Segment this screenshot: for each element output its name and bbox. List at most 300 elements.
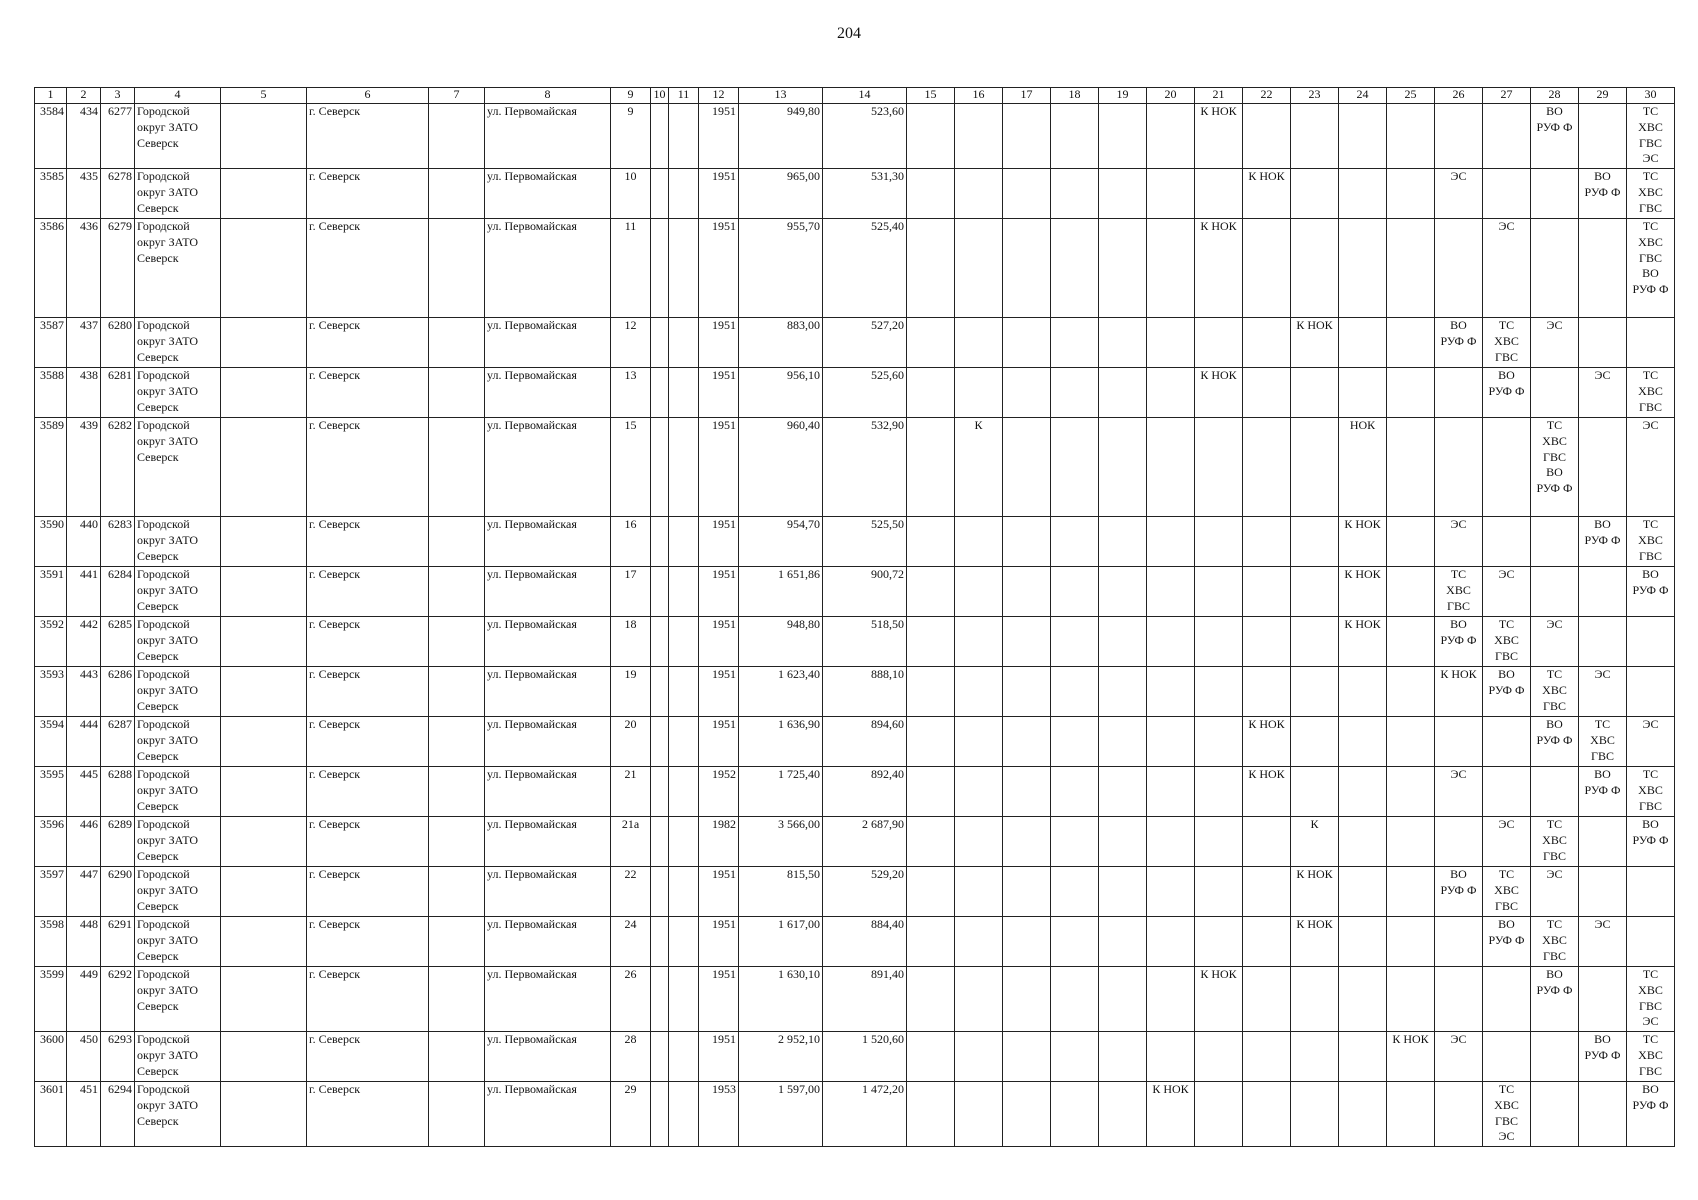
cell-col-20	[1147, 104, 1195, 169]
cell-col-21	[1195, 418, 1243, 517]
cell-col-29	[1579, 219, 1627, 318]
cell-col-9: 21а	[611, 817, 651, 867]
cell-col-4: Городской округ ЗАТО Северск	[135, 517, 221, 567]
table-row	[35, 767, 1675, 817]
cell-col-22	[1243, 617, 1291, 667]
cell-col-29: ВО РУФ Ф	[1579, 169, 1627, 219]
cell-col-13: 1 630,10	[739, 967, 823, 1032]
cell-col-25	[1387, 667, 1435, 717]
cell-col-25	[1387, 567, 1435, 617]
cell-col-29: ВО РУФ Ф	[1579, 517, 1627, 567]
cell-col-27: ВО РУФ Ф	[1483, 667, 1531, 717]
cell-col-7	[429, 104, 485, 169]
cell-col-11	[669, 867, 699, 917]
cell-col-9: 26	[611, 967, 651, 1032]
cell-col-3: 6292	[101, 967, 135, 1032]
cell-col-19	[1099, 104, 1147, 169]
cell-col-1: 3592	[35, 617, 67, 667]
cell-col-17	[1003, 767, 1051, 817]
cell-col-13: 1 725,40	[739, 767, 823, 817]
cell-col-23	[1291, 418, 1339, 517]
col-header-4: 4	[135, 88, 221, 104]
cell-col-1: 3596	[35, 817, 67, 867]
cell-col-18	[1051, 617, 1099, 667]
table-row	[35, 1032, 1675, 1082]
cell-col-2: 451	[67, 1082, 101, 1147]
cell-col-16	[955, 1082, 1003, 1147]
cell-col-11	[669, 104, 699, 169]
cell-col-2: 441	[67, 567, 101, 617]
cell-col-28: ТС ХВС ГВС	[1531, 667, 1579, 717]
cell-col-29: ЭС	[1579, 667, 1627, 717]
cell-col-28: ЭС	[1531, 617, 1579, 667]
cell-col-14: 531,30	[823, 169, 907, 219]
cell-col-15	[907, 867, 955, 917]
cell-col-12: 1951	[699, 169, 739, 219]
cell-col-6: г. Северск	[307, 219, 429, 318]
col-header-28: 28	[1531, 88, 1579, 104]
cell-col-5	[221, 967, 307, 1032]
cell-col-16: К	[955, 418, 1003, 517]
cell-col-6: г. Северск	[307, 767, 429, 817]
cell-col-28	[1531, 517, 1579, 567]
cell-col-19	[1099, 917, 1147, 967]
cell-col-17	[1003, 368, 1051, 418]
cell-col-4: Городской округ ЗАТО Северск	[135, 1082, 221, 1147]
cell-col-30: ЭС	[1627, 418, 1675, 517]
cell-col-20	[1147, 318, 1195, 368]
cell-col-6: г. Северск	[307, 418, 429, 517]
cell-col-2: 450	[67, 1032, 101, 1082]
cell-col-9: 17	[611, 567, 651, 617]
col-header-8: 8	[485, 88, 611, 104]
cell-col-22: К НОК	[1243, 767, 1291, 817]
cell-col-13: 2 952,10	[739, 1032, 823, 1082]
cell-col-15	[907, 967, 955, 1032]
cell-col-2: 445	[67, 767, 101, 817]
table-row	[35, 967, 1675, 1032]
cell-col-23: К НОК	[1291, 867, 1339, 917]
cell-col-5	[221, 817, 307, 867]
cell-col-7	[429, 1082, 485, 1147]
cell-col-14: 529,20	[823, 867, 907, 917]
cell-col-24: К НОК	[1339, 517, 1387, 567]
cell-col-12: 1951	[699, 717, 739, 767]
cell-col-21	[1195, 867, 1243, 917]
cell-col-2: 443	[67, 667, 101, 717]
cell-col-17	[1003, 169, 1051, 219]
col-header-19: 19	[1099, 88, 1147, 104]
cell-col-30: ВО РУФ Ф	[1627, 817, 1675, 867]
cell-col-18	[1051, 104, 1099, 169]
cell-col-11	[669, 917, 699, 967]
cell-col-30: ТС ХВС ГВС	[1627, 517, 1675, 567]
table-row	[35, 567, 1675, 617]
cell-col-1: 3588	[35, 368, 67, 418]
cell-col-18	[1051, 1082, 1099, 1147]
cell-col-27: ТС ХВС ГВС ЭС	[1483, 1082, 1531, 1147]
cell-col-24	[1339, 917, 1387, 967]
cell-col-8: ул. Первомайская	[485, 219, 611, 318]
table-row	[35, 219, 1675, 318]
cell-col-26: ВО РУФ Ф	[1435, 318, 1483, 368]
cell-col-5	[221, 617, 307, 667]
cell-col-24: К НОК	[1339, 567, 1387, 617]
cell-col-1: 3601	[35, 1082, 67, 1147]
cell-col-28	[1531, 767, 1579, 817]
col-header-24: 24	[1339, 88, 1387, 104]
cell-col-21	[1195, 917, 1243, 967]
col-header-22: 22	[1243, 88, 1291, 104]
cell-col-23	[1291, 368, 1339, 418]
cell-col-6: г. Северск	[307, 517, 429, 567]
cell-col-25	[1387, 967, 1435, 1032]
cell-col-18	[1051, 817, 1099, 867]
cell-col-25	[1387, 169, 1435, 219]
cell-col-15	[907, 219, 955, 318]
cell-col-3: 6279	[101, 219, 135, 318]
cell-col-6: г. Северск	[307, 867, 429, 917]
cell-col-19	[1099, 867, 1147, 917]
cell-col-18	[1051, 368, 1099, 418]
cell-col-18	[1051, 219, 1099, 318]
cell-col-30: ЭС	[1627, 717, 1675, 767]
cell-col-23	[1291, 169, 1339, 219]
col-header-14: 14	[823, 88, 907, 104]
cell-col-10	[651, 667, 669, 717]
cell-col-14: 518,50	[823, 617, 907, 667]
cell-col-9: 13	[611, 368, 651, 418]
cell-col-16	[955, 967, 1003, 1032]
cell-col-7	[429, 567, 485, 617]
cell-col-13: 965,00	[739, 169, 823, 219]
cell-col-10	[651, 219, 669, 318]
cell-col-11	[669, 767, 699, 817]
cell-col-10	[651, 1082, 669, 1147]
cell-col-6: г. Северск	[307, 917, 429, 967]
cell-col-3: 6282	[101, 418, 135, 517]
cell-col-18	[1051, 318, 1099, 368]
cell-col-25: К НОК	[1387, 1032, 1435, 1082]
cell-col-23: К НОК	[1291, 917, 1339, 967]
cell-col-12: 1951	[699, 318, 739, 368]
cell-col-4: Городской округ ЗАТО Северск	[135, 219, 221, 318]
cell-col-14: 532,90	[823, 418, 907, 517]
cell-col-11	[669, 1082, 699, 1147]
cell-col-12: 1953	[699, 1082, 739, 1147]
cell-col-14: 525,60	[823, 368, 907, 418]
cell-col-12: 1951	[699, 1032, 739, 1082]
cell-col-16	[955, 318, 1003, 368]
cell-col-30	[1627, 867, 1675, 917]
col-header-11: 11	[669, 88, 699, 104]
cell-col-5	[221, 917, 307, 967]
cell-col-12: 1951	[699, 104, 739, 169]
cell-col-13: 3 566,00	[739, 817, 823, 867]
cell-col-1: 3598	[35, 917, 67, 967]
cell-col-26: ЭС	[1435, 1032, 1483, 1082]
cell-col-18	[1051, 667, 1099, 717]
cell-col-1: 3589	[35, 418, 67, 517]
cell-col-22	[1243, 917, 1291, 967]
cell-col-14: 2 687,90	[823, 817, 907, 867]
cell-col-5	[221, 169, 307, 219]
cell-col-27	[1483, 517, 1531, 567]
cell-col-8: ул. Первомайская	[485, 617, 611, 667]
cell-col-17	[1003, 517, 1051, 567]
cell-col-14: 523,60	[823, 104, 907, 169]
cell-col-20	[1147, 667, 1195, 717]
cell-col-19	[1099, 967, 1147, 1032]
cell-col-11	[669, 418, 699, 517]
cell-col-30: ТС ХВС ГВС ВО РУФ Ф	[1627, 219, 1675, 318]
cell-col-16	[955, 717, 1003, 767]
cell-col-9: 10	[611, 169, 651, 219]
cell-col-9: 15	[611, 418, 651, 517]
cell-col-5	[221, 318, 307, 368]
cell-col-3: 6289	[101, 817, 135, 867]
cell-col-30: ТС ХВС ГВС ЭС	[1627, 104, 1675, 169]
cell-col-3: 6280	[101, 318, 135, 368]
cell-col-17	[1003, 967, 1051, 1032]
cell-col-27: ЭС	[1483, 219, 1531, 318]
cell-col-7	[429, 617, 485, 667]
cell-col-19	[1099, 368, 1147, 418]
cell-col-26	[1435, 967, 1483, 1032]
cell-col-26: ЭС	[1435, 767, 1483, 817]
cell-col-28	[1531, 1082, 1579, 1147]
cell-col-26	[1435, 917, 1483, 967]
cell-col-23	[1291, 1032, 1339, 1082]
cell-col-10	[651, 169, 669, 219]
cell-col-9: 18	[611, 617, 651, 667]
cell-col-5	[221, 104, 307, 169]
cell-col-27	[1483, 418, 1531, 517]
cell-col-3: 6277	[101, 104, 135, 169]
cell-col-20	[1147, 418, 1195, 517]
cell-col-24	[1339, 1082, 1387, 1147]
cell-col-15	[907, 1082, 955, 1147]
cell-col-25	[1387, 817, 1435, 867]
cell-col-5	[221, 418, 307, 517]
cell-col-7	[429, 767, 485, 817]
cell-col-8: ул. Первомайская	[485, 418, 611, 517]
cell-col-15	[907, 368, 955, 418]
cell-col-22	[1243, 817, 1291, 867]
cell-col-2: 448	[67, 917, 101, 967]
cell-col-4: Городской округ ЗАТО Северск	[135, 418, 221, 517]
cell-col-13: 955,70	[739, 219, 823, 318]
col-header-12: 12	[699, 88, 739, 104]
cell-col-18	[1051, 967, 1099, 1032]
cell-col-28: ВО РУФ Ф	[1531, 717, 1579, 767]
col-header-15: 15	[907, 88, 955, 104]
cell-col-29: ВО РУФ Ф	[1579, 1032, 1627, 1082]
cell-col-10	[651, 318, 669, 368]
cell-col-3: 6284	[101, 567, 135, 617]
cell-col-22: К НОК	[1243, 717, 1291, 767]
cell-col-22	[1243, 219, 1291, 318]
cell-col-8: ул. Первомайская	[485, 967, 611, 1032]
cell-col-17	[1003, 917, 1051, 967]
cell-col-22	[1243, 104, 1291, 169]
cell-col-4: Городской округ ЗАТО Северск	[135, 867, 221, 917]
table-row	[35, 418, 1675, 517]
cell-col-2: 438	[67, 368, 101, 418]
cell-col-2: 444	[67, 717, 101, 767]
cell-col-6: г. Северск	[307, 1082, 429, 1147]
cell-col-3: 6286	[101, 667, 135, 717]
cell-col-13: 954,70	[739, 517, 823, 567]
cell-col-4: Городской округ ЗАТО Северск	[135, 1032, 221, 1082]
col-header-30: 30	[1627, 88, 1675, 104]
cell-col-20	[1147, 617, 1195, 667]
cell-col-5	[221, 867, 307, 917]
cell-col-9: 16	[611, 517, 651, 567]
cell-col-28: ЭС	[1531, 867, 1579, 917]
table-row	[35, 617, 1675, 667]
cell-col-29: ЭС	[1579, 917, 1627, 967]
col-header-13: 13	[739, 88, 823, 104]
cell-col-10	[651, 867, 669, 917]
cell-col-19	[1099, 817, 1147, 867]
cell-col-16	[955, 1032, 1003, 1082]
cell-col-17	[1003, 817, 1051, 867]
cell-col-15	[907, 169, 955, 219]
table-row	[35, 717, 1675, 767]
cell-col-25	[1387, 318, 1435, 368]
cell-col-12: 1951	[699, 667, 739, 717]
cell-col-9: 22	[611, 867, 651, 917]
cell-col-21: К НОК	[1195, 104, 1243, 169]
cell-col-26	[1435, 368, 1483, 418]
cell-col-3: 6290	[101, 867, 135, 917]
cell-col-18	[1051, 917, 1099, 967]
cell-col-10	[651, 617, 669, 667]
cell-col-28: ТС ХВС ГВС	[1531, 817, 1579, 867]
cell-col-13: 1 617,00	[739, 917, 823, 967]
cell-col-17	[1003, 667, 1051, 717]
cell-col-8: ул. Первомайская	[485, 667, 611, 717]
cell-col-24	[1339, 318, 1387, 368]
cell-col-27: ТС ХВС ГВС	[1483, 867, 1531, 917]
col-header-27: 27	[1483, 88, 1531, 104]
cell-col-24	[1339, 169, 1387, 219]
cell-col-1: 3590	[35, 517, 67, 567]
cell-col-27: ВО РУФ Ф	[1483, 917, 1531, 967]
cell-col-8: ул. Первомайская	[485, 717, 611, 767]
cell-col-12: 1951	[699, 617, 739, 667]
cell-col-21	[1195, 667, 1243, 717]
cell-col-8: ул. Первомайская	[485, 517, 611, 567]
cell-col-2: 449	[67, 967, 101, 1032]
cell-col-18	[1051, 867, 1099, 917]
cell-col-18	[1051, 517, 1099, 567]
cell-col-21	[1195, 567, 1243, 617]
cell-col-19	[1099, 517, 1147, 567]
cell-col-21	[1195, 1082, 1243, 1147]
cell-col-23	[1291, 517, 1339, 567]
cell-col-27: ВО РУФ Ф	[1483, 368, 1531, 418]
cell-col-7	[429, 318, 485, 368]
cell-col-17	[1003, 717, 1051, 767]
cell-col-14: 894,60	[823, 717, 907, 767]
cell-col-19	[1099, 1082, 1147, 1147]
cell-col-3: 6285	[101, 617, 135, 667]
cell-col-9: 19	[611, 667, 651, 717]
cell-col-26	[1435, 104, 1483, 169]
cell-col-7	[429, 169, 485, 219]
cell-col-19	[1099, 617, 1147, 667]
cell-col-21: К НОК	[1195, 219, 1243, 318]
cell-col-13: 1 623,40	[739, 667, 823, 717]
cell-col-14: 884,40	[823, 917, 907, 967]
col-header-25: 25	[1387, 88, 1435, 104]
table-row	[35, 368, 1675, 418]
cell-col-30	[1627, 917, 1675, 967]
cell-col-5	[221, 567, 307, 617]
cell-col-11	[669, 717, 699, 767]
cell-col-13: 949,80	[739, 104, 823, 169]
cell-col-11	[669, 1032, 699, 1082]
cell-col-28	[1531, 1032, 1579, 1082]
cell-col-17	[1003, 318, 1051, 368]
cell-col-2: 439	[67, 418, 101, 517]
cell-col-14: 888,10	[823, 667, 907, 717]
cell-col-25	[1387, 917, 1435, 967]
cell-col-23: К НОК	[1291, 318, 1339, 368]
table-row	[35, 517, 1675, 567]
cell-col-26: ТС ХВС ГВС	[1435, 567, 1483, 617]
cell-col-30: ТС ХВС ГВС	[1627, 368, 1675, 418]
cell-col-22	[1243, 667, 1291, 717]
col-header-29: 29	[1579, 88, 1627, 104]
cell-col-16	[955, 617, 1003, 667]
col-header-20: 20	[1147, 88, 1195, 104]
cell-col-20	[1147, 867, 1195, 917]
cell-col-21	[1195, 717, 1243, 767]
cell-col-21	[1195, 1032, 1243, 1082]
cell-col-18	[1051, 717, 1099, 767]
cell-col-13: 960,40	[739, 418, 823, 517]
cell-col-12: 1951	[699, 867, 739, 917]
cell-col-4: Городской округ ЗАТО Северск	[135, 567, 221, 617]
cell-col-26	[1435, 418, 1483, 517]
cell-col-11	[669, 169, 699, 219]
cell-col-17	[1003, 617, 1051, 667]
cell-col-25	[1387, 104, 1435, 169]
col-header-7: 7	[429, 88, 485, 104]
cell-col-16	[955, 817, 1003, 867]
cell-col-9: 21	[611, 767, 651, 817]
cell-col-5	[221, 667, 307, 717]
cell-col-8: ул. Первомайская	[485, 1032, 611, 1082]
cell-col-6: г. Северск	[307, 617, 429, 667]
cell-col-4: Городской округ ЗАТО Северск	[135, 667, 221, 717]
cell-col-29	[1579, 318, 1627, 368]
cell-col-17	[1003, 567, 1051, 617]
cell-col-11	[669, 967, 699, 1032]
cell-col-24	[1339, 817, 1387, 867]
cell-col-30: ТС ХВС ГВС	[1627, 767, 1675, 817]
cell-col-23	[1291, 219, 1339, 318]
cell-col-3: 6293	[101, 1032, 135, 1082]
cell-col-1: 3591	[35, 567, 67, 617]
cell-col-26: ЭС	[1435, 169, 1483, 219]
cell-col-21	[1195, 817, 1243, 867]
cell-col-15	[907, 617, 955, 667]
cell-col-17	[1003, 1082, 1051, 1147]
